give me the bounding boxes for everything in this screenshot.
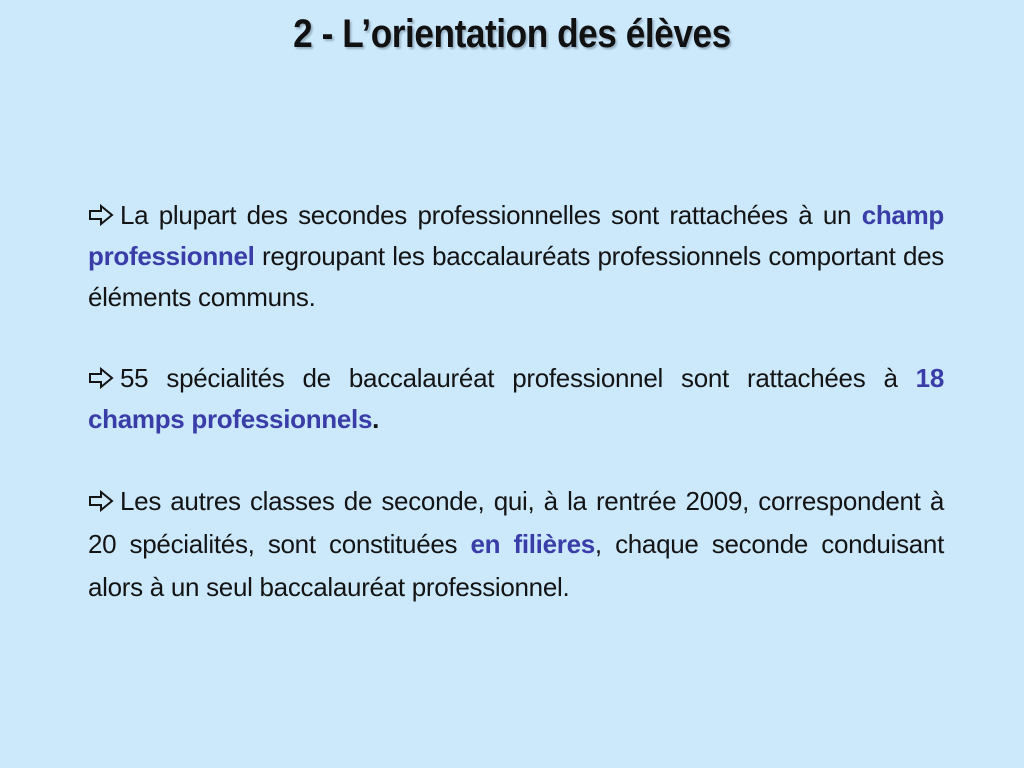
- paragraph-specialites: [88, 358, 944, 440]
- paragraph-text: regroupant les baccalauréats professionnels comportant des éléments communs.: [88, 241, 944, 312]
- hollow-right-arrow-icon: [88, 204, 114, 226]
- paragraph-filieres: [88, 480, 944, 609]
- paragraph-period: .: [372, 404, 380, 434]
- slide-body: [88, 195, 944, 649]
- highlight-en-filieres: en filières: [470, 529, 595, 559]
- paragraph-text: 55 spécialités de baccalauréat professionnel sont rattachées à: [120, 363, 898, 393]
- highlight-champ-professionnel: champ professionnel: [88, 200, 944, 271]
- hollow-right-arrow-icon: [88, 490, 114, 512]
- paragraph-text: La plupart des secondes professionnelles sont rattachées à un: [120, 200, 852, 230]
- slide-title: 2 - L’orientation des élèves: [293, 12, 731, 56]
- hollow-right-arrow-icon: [88, 367, 114, 389]
- paragraph-text: Les autres classes de seconde, qui, à la rentrée 2009, correspondent à 20 spécialités, sont constituées: [88, 486, 944, 559]
- highlight-18-champs: 18 champs professionnels: [88, 363, 944, 434]
- paragraph-champ-professionnel: [88, 195, 944, 318]
- paragraph-text: , chaque seconde conduisant alors à un seul baccalauréat professionnel.: [88, 529, 945, 602]
